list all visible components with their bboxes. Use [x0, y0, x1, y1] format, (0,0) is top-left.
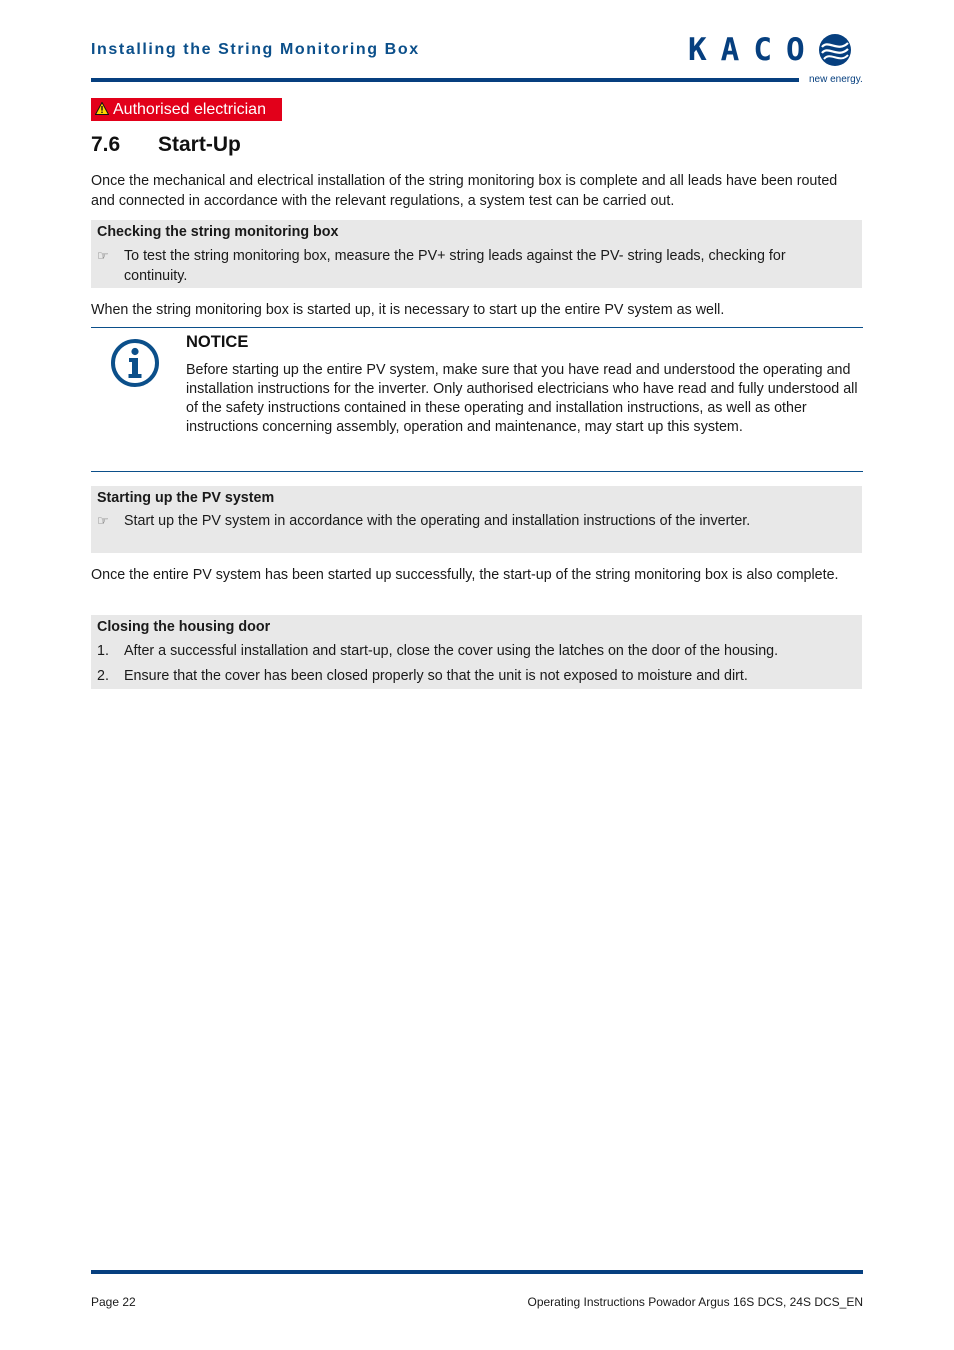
- logo-wave-icon: [818, 33, 852, 67]
- kaco-logo: [688, 32, 866, 88]
- info-icon: [110, 338, 160, 388]
- check-heading: Checking the string monitoring box: [97, 224, 339, 240]
- qualification-badge: [91, 98, 282, 121]
- intro-paragraph: Once the mechanical and electrical installation of the string monitoring box is complete and all leads have been routed and connected in accordance with the relevant regulations, a system test can be carried out.: [91, 173, 838, 209]
- document-title: Operating Instructions Powador Argus 16S DCS, 24S DCS_EN: [527, 1295, 863, 1309]
- door-instruction-box: [91, 615, 862, 689]
- pointing-hand-icon: ☞: [97, 513, 109, 528]
- footer-rule: [91, 1270, 863, 1274]
- startup-paragraph: When the string monitoring box is started up, it is necessary to start up the entire PV system as well.: [91, 302, 725, 318]
- notice-bottom-rule: [91, 471, 863, 472]
- running-header-title: Installing the String Monitoring Box: [91, 41, 420, 58]
- check-step: To test the string monitoring box, measure the PV+ string leads against the PV- string leads, checking for continuity.: [124, 248, 786, 284]
- door-step-1: After a successful installation and start-up, close the cover using the latches on the door of the housing.: [124, 643, 779, 659]
- pv-instruction-box: [91, 486, 862, 553]
- logo-tagline: new energy.: [809, 74, 863, 85]
- qualification-label: Authorised electrician: [113, 101, 266, 118]
- check-instruction-box: [91, 220, 862, 288]
- notice-title: NOTICE: [186, 333, 249, 351]
- door-step-2: Ensure that the cover has been closed properly so that the unit is not exposed to moisture and dirt.: [124, 668, 748, 684]
- section-title: Start-Up: [158, 133, 241, 156]
- complete-paragraph: Once the entire PV system has been started up successfully, the start-up of the string monitoring box is also complete.: [91, 567, 839, 583]
- page-number: Page 22: [91, 1295, 136, 1309]
- door-heading: Closing the housing door: [97, 619, 271, 635]
- logo-wordmark: KACO: [688, 32, 819, 68]
- section-number: 7.6: [91, 133, 121, 156]
- warning-triangle-icon: [95, 102, 109, 115]
- pv-step: Start up the PV system in accordance with the operating and installation instructions of the inverter.: [124, 513, 751, 529]
- step-number: 2.: [97, 668, 109, 684]
- step-number: 1.: [97, 643, 109, 659]
- notice-body: Before starting up the entire PV system, make sure that you have read and understood the operating and installation instructions for the inverter. Only authorised electricians who have read and fully understood all of the safety instructions contained in these operating and installation instructions, as well as other instructions concerning assembly, operation and maintenance, may start up this system.: [186, 362, 858, 435]
- pv-heading: Starting up the PV system: [97, 490, 275, 506]
- notice-top-rule: [91, 327, 863, 328]
- pointing-hand-icon: ☞: [97, 248, 109, 263]
